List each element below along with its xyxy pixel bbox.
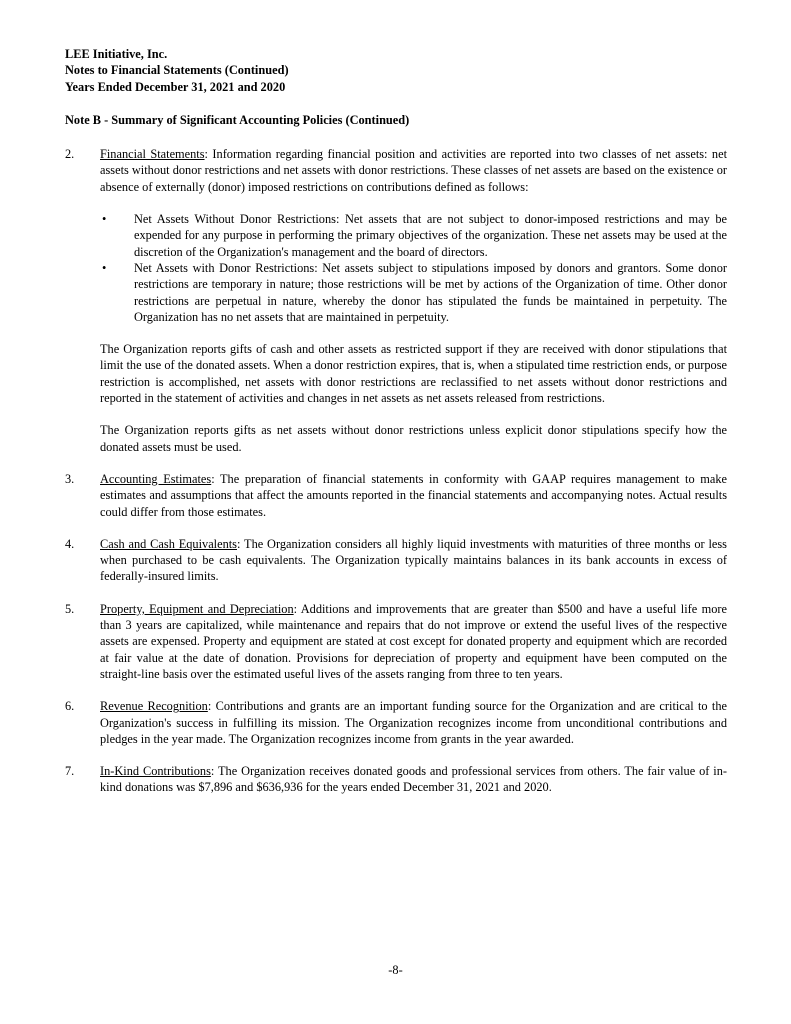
item-number: 7. xyxy=(65,764,75,779)
item-number: 4. xyxy=(65,536,75,551)
item-heading: Cash and Cash Equivalents xyxy=(100,536,237,551)
page-number: -8- xyxy=(388,963,403,977)
item-heading: In-Kind Contributions xyxy=(100,764,211,779)
item-body xyxy=(100,763,727,796)
body-paragraph: The Organization reports gifts of cash and other assets as restricted support if they are received with donor stipulations that limit the use of the donated assets. When a donor restriction expires, that is, when a stipulated time restriction ends, or purpose restriction is accomplished, net assets with donor restrictions are reclassified to net assets without donor restrictions and reported in the statement of activities and changes in net assets as net assets released from restrictions. xyxy=(100,342,727,406)
item-paragraph xyxy=(100,763,727,796)
item-text: : The Organization receives donated goods and professional services from others. The fair value of in-kind donations was $7,896 and $636,936 for the years ended December 31, 2021 and 2020. xyxy=(100,764,727,795)
item-number: 3. xyxy=(65,471,75,486)
item-paragraph xyxy=(100,698,727,747)
item-heading: Property, Equipment and Depreciation xyxy=(100,601,294,616)
item-body xyxy=(100,601,727,682)
organization-name: LEE Initiative, Inc. xyxy=(65,47,168,61)
item-heading: Revenue Recognition xyxy=(100,699,208,714)
policy-item-in-kind-contributions xyxy=(65,763,727,796)
policy-item-cash-equivalents xyxy=(65,536,727,585)
bullet-text: Net Assets with Donor Restrictions: Net assets subject to stipulations imposed by donors and grantors. Some donor restrictions are temporary in nature; those restrictions will be met by actions of the Organization of time. Other donor restrictions are perpetual in nature, whereby the donor has stipulated the funds be maintained in perpetuity. The Organization has no net assets that are maintained in perpetuity. xyxy=(134,260,727,324)
item-number: 5. xyxy=(65,601,75,616)
item-text: : Additions and improvements that are greater than $500 and have a useful life more than 3 years are capitalized, while maintenance and repairs that do not improve or extend the useful lives of the respective assets are expensed. Property and equipment are stated at cost except for donated property and equipment which are recorded at fair value at the date of donation. Provisions for depreciation of property and equipment have been computed on the straight-line basis over the estimated useful lives of the assets ranging from three to ten years. xyxy=(100,601,727,681)
item-body xyxy=(100,536,727,585)
item-number: 6. xyxy=(65,699,75,714)
item-text: : Information regarding financial position and activities are reported into two classes of net assets: net assets without donor restrictions and net assets with donor restrictions. These classes of net assets are based on the existence or absence of externally (donor) imposed restrictions on contributions defined as follows: xyxy=(100,147,728,194)
bullet-list xyxy=(100,211,727,325)
item-body xyxy=(100,698,727,747)
item-text: : Contributions and grants are an important funding source for the Organization and are critical to the Organization's success in fulfilling its mission. The Organization recognizes income from unconditional contributions and pledges in the year made. The Organization recognizes income from grants in the year awarded. xyxy=(100,699,727,746)
item-number: 2. xyxy=(65,147,75,162)
document-title: Notes to Financial Statements (Continued) xyxy=(65,63,289,78)
item-paragraph xyxy=(100,601,727,682)
item-body xyxy=(100,471,727,520)
bullet-icon: • xyxy=(102,260,107,275)
item-heading: Financial Statements xyxy=(100,147,205,162)
bullet-icon: • xyxy=(102,212,107,227)
bullet-text: Net Assets Without Donor Restrictions: Net assets that are not subject to donor-imposed restrictions and may be expended for any purpose in performing the primary objectives of the organization. These net assets may be used at the discretion of the Organization's management and the board of directors. xyxy=(134,212,727,259)
policy-item-accounting-estimates xyxy=(65,471,727,520)
item-paragraph xyxy=(100,146,727,195)
reporting-period: Years Ended December 31, 2021 and 2020 xyxy=(65,79,286,94)
item-text: : The Organization considers all highly liquid investments with maturities of three months or less when purchased to be cash equivalents. The Organization typically maintains balances in its bank accounts in excess of federally-insured limits. xyxy=(100,536,727,584)
item-heading: Accounting Estimates xyxy=(100,471,212,486)
bullet-item xyxy=(100,211,727,260)
policy-item-financial-statements xyxy=(65,146,727,455)
note-title: Note B - Summary of Significant Accounting Policies (Continued) xyxy=(65,112,410,127)
item-body xyxy=(100,146,727,455)
document-header xyxy=(65,46,727,95)
item-paragraph xyxy=(100,536,727,585)
item-paragraph xyxy=(100,471,727,520)
body-paragraph: The Organization reports gifts as net assets without donor restrictions unless explicit donor stipulations specify how the donated assets must be used. xyxy=(100,423,727,454)
bullet-item xyxy=(100,260,727,325)
policy-item-revenue-recognition xyxy=(65,698,727,747)
policy-item-property-equipment xyxy=(65,601,727,682)
item-text: : The preparation of financial statements in conformity with GAAP requires management to make estimates and assumptions that affect the amounts reported in the financial statements and accompanying notes. Actual results could differ from those estimates. xyxy=(100,471,728,519)
